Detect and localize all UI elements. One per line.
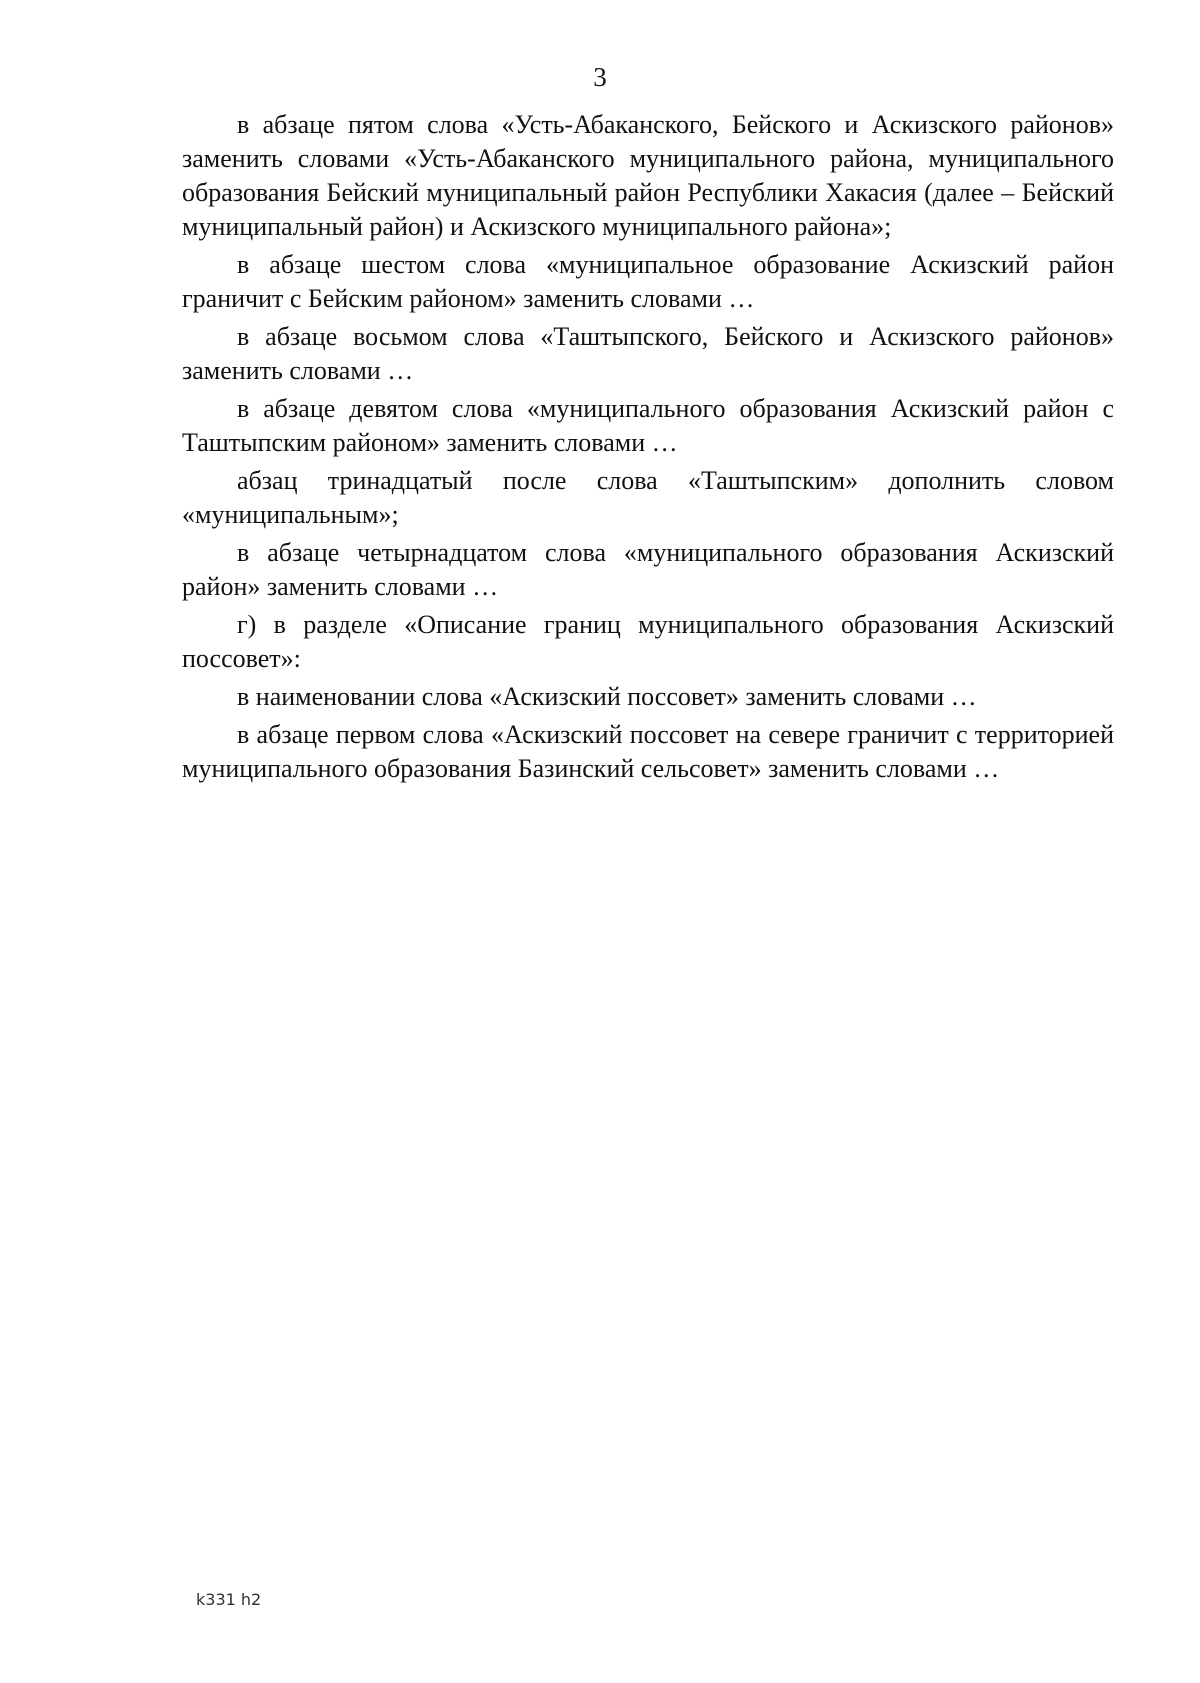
paragraph-1: в абзаце пятом слова «Усть-Абаканского, Бейского и Аскизского районов» заменить словами «Усть-Абаканского муниципального района, муниципального образования Бейский муниципальный район Республики Хакасия (далее – Бейский муниципальный район) и Аскизского муниципального района»; bbox=[182, 110, 1114, 241]
page-number: 3 bbox=[593, 62, 607, 92]
paragraph-6-excerpt: в абзаце четырнадцатом слова «муниципального образования Аскизский район» заменить словами … bbox=[182, 536, 1114, 604]
paragraph-9-excerpt: в абзаце первом слова «Аскизский поссовет на севере граничит с территорией муниципального образования Базинский сельсовет» заменить словами … bbox=[182, 718, 1114, 786]
document-code: k331 h2 bbox=[196, 1590, 262, 1609]
paragraph-2-excerpt: в абзаце шестом слова «муниципальное образование Аскизский район граничит с Бейским районом» заменить словами … bbox=[182, 248, 1114, 316]
paragraph-8-excerpt: в наименовании слова «Аскизский поссовет» заменить словами … bbox=[182, 680, 1114, 714]
section-heading-g: г) в разделе «Описание границ муниципального образования Аскизский поссовет»: bbox=[182, 610, 1114, 673]
document-body bbox=[182, 108, 1114, 790]
paragraph-4-excerpt: в абзаце девятом слова «муниципального образования Аскизский район с Таштыпским районом» заменить словами … bbox=[182, 392, 1114, 460]
paragraph-3-excerpt: в абзаце восьмом слова «Таштыпского, Бейского и Аскизского районов» заменить словами … bbox=[182, 320, 1114, 388]
paragraph-5: абзац тринадцатый после слова «Таштыпским» дополнить словом «муниципальным»; bbox=[182, 466, 1114, 529]
